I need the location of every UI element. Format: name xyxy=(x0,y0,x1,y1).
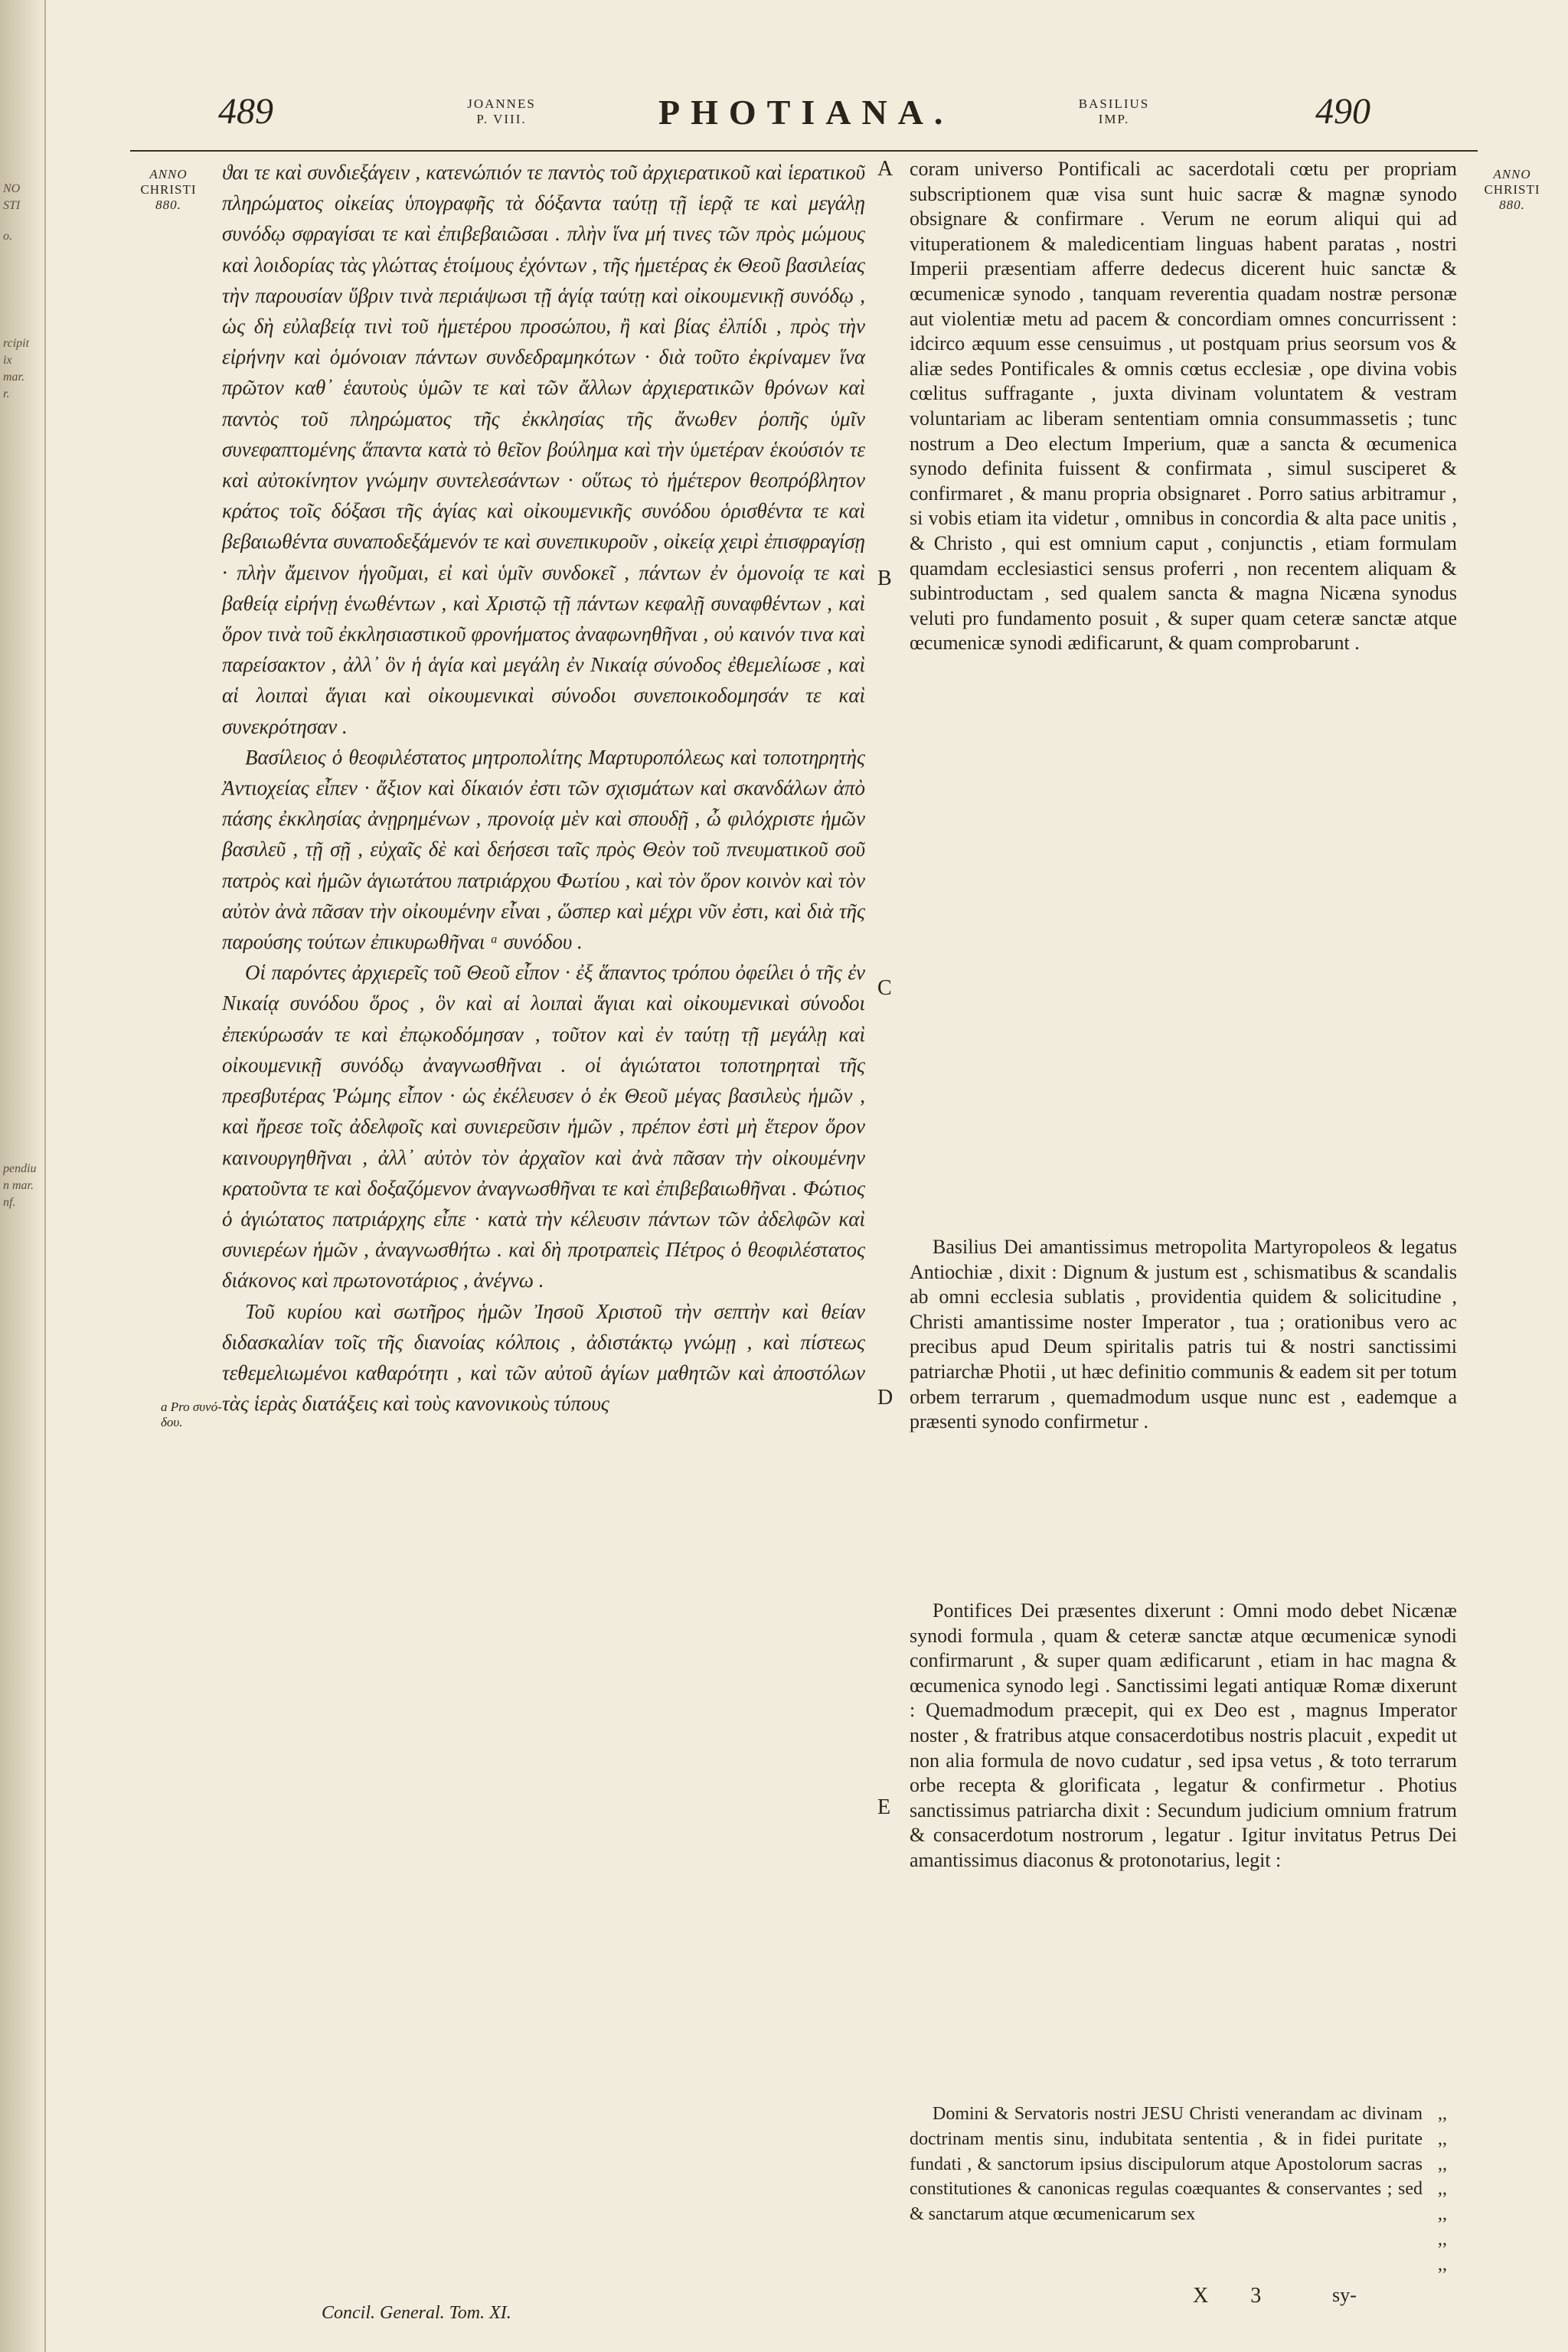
book-page xyxy=(54,0,1568,2352)
running-head-line: BASILIUS xyxy=(1078,96,1150,111)
year-note-left xyxy=(130,167,207,213)
greek-column xyxy=(222,157,865,1419)
greek-paragraph: Οἱ παρόντες ἀρχιερεῖς τοῦ Θεοῦ εἶπον · ἐξ ἅπαντος τρόπου ὀφείλει ὁ τῆς ἐν Νικαίᾳ συνόδου ὅρος , ὃν καὶ αἱ λοιπαὶ ἅγιαι καὶ οἰκουμενικαὶ σύνοδοι ἐπεκύρωσάν τε καὶ ἐπῳκοδόμησαν , τοῦτον καὶ ἐν ταύτῃ τῇ μεγάλῃ καὶ οἰκουμενικῇ συνόδῳ ἀναγνωσθῆναι . οἱ ἁγιώτατοι τοποτηρηταὶ τῆς πρεσβυτέρας Ῥώμης εἶπον · ὡς ἐκέλευσεν ὁ ἐκ Θεοῦ μέγας βασιλεὺς ἡμῶν , καὶ ἤρεσε τοῖς ἀδελφοῖς καὶ συνιερεῦσιν ἡμῶν , πρέπον ἐστὶ μὴ ἕτερον ὅρον καινουργηθῆναι , ἀλλ᾽ αὐτὸν τὸν ἀρχαῖον καὶ ἀνὰ πᾶσαν τὴν οἰκουμένην κρατοῦντα τε καὶ δοξαζόμενον ἀναγνωσθῆναι τε καὶ ἐπιβεβαιωθῆναι . Φώτιος ὁ ἁγιώτατος πατριάρχης εἶπε · κατὰ τὴν κέλευσιν πάντων τῶν ἀδελφῶν καὶ συνιερέων ἡμῶν , ἀναγνωσθήτω . καὶ δὴ προτραπεὶς Πέτρος ὁ θεοφιλέστατος διάκονος καὶ πρωτονοτάριος , ἀνέγνω . xyxy=(222,961,865,1292)
quote-mark: ,, xyxy=(1438,2179,1447,2200)
source-footer xyxy=(322,2303,511,2324)
year-note-line: CHRISTI xyxy=(140,182,197,197)
quote-mark: ,, xyxy=(1438,2128,1447,2149)
year-note-line: ANNO xyxy=(1493,167,1531,181)
section-letter: C xyxy=(877,976,892,1000)
running-head-line: P. VIII. xyxy=(476,112,527,126)
quote-mark: ,, xyxy=(1438,2204,1447,2225)
source-citation: Concil. General. Tom. XI. xyxy=(322,2303,511,2323)
gutter-note: ix xyxy=(3,354,12,367)
running-head-left xyxy=(436,96,567,127)
page-number-left: 489 xyxy=(218,91,273,132)
year-note-line: 880. xyxy=(1499,198,1525,212)
page-title: PHOTIANA. xyxy=(658,93,954,132)
catchword: sy- xyxy=(1332,2284,1357,2306)
year-note-right xyxy=(1470,167,1554,213)
running-head-line: IMP. xyxy=(1098,112,1130,126)
quote-mark: ,, xyxy=(1438,2104,1447,2124)
binding-gutter xyxy=(0,0,46,2352)
year-note-line: ANNO xyxy=(149,167,188,181)
signature-mark: X 3 xyxy=(1193,2284,1280,2308)
year-note-line: 880. xyxy=(155,198,181,212)
quotation-marks xyxy=(1438,2102,1461,2278)
greek-paragraph: ϑαι τε καὶ συνδιεξάγειν , κατενώπιόν τε παντὸς τοῦ ἀρχιερατικοῦ καὶ ἱερατικοῦ πληρώματος οἰκείας ὑπογραφῆς τὰ δόξαντα ταύτῃ τῇ ἱερᾷ τε καὶ μεγάλῃ συνόδῳ σφραγίσαι τε καὶ ἐπιβεβαιῶσαι . πλὴν ἵνα μή τινες τῶν πρὸς μώμους καὶ λοιδορίας τὰς γλώττας ἑτοίμους ἐχόντων , τῆς ἡμετέρας ἐκ Θεοῦ βασιλείας τὴν παρουσίαν ὕβριν τινὰ περιάψωσι τῇ ἁγίᾳ ταύτῃ καὶ οἰκουμενικῇ συνόδῳ , ὡς δὴ εὐλαβείᾳ τινὶ τοῦ ἡμετέρου προσώπου, ἢ καὶ βίας ἐλπίδι , πρὸς τὴν εἰρήνην καὶ ὁμόνοιαν πάντων συνδεδραμηκότων · διὰ τοῦτο ἐκρίναμεν ἵνα πρῶτον καθ᾽ ἑαυτοὺς ὑμῶν τε καὶ τῶν ἄλλων ἀρχιερατικῶν θρόνων καὶ παντὸς τοῦ πληρώματος τῆς ἐκκλησίας τῆς ἄνωθεν ῥοπῆς ὑμῖν συνεφαπτομένης ἅπαντα κατὰ τὸ θεῖον βούλημα καὶ τὴν ὑμετέραν ἑκούσιόν τε καὶ αὐτοκίνητον γνώμην συντελεσάντων · οὕτως τὸ ἡμέτερον θεοπρόβλητον κράτος τοῖς δόξασι τῆς ἁγίας καὶ οἰκουμενικῆς συνόδου ὁρισθέντα τε καὶ βεβαιωθέντα συναποδεξάμενόν τε καὶ συνεπικυροῦν , οἰκείᾳ χειρὶ ἐπισφραγίσῃ · πλὴν ἄμεινον ἡγοῦμαι, εἰ καὶ ὑμῖν συνδοκεῖ , πάντων ἐν ὁμονοίᾳ τε καὶ βαθείᾳ εἰρήνῃ ἑνωθέντων , καὶ Χριστῷ τῇ πάντων κεφαλῇ συναφθέντων , καὶ ὅρον τινὰ τοῦ ἐκκλησιαστικοῦ φρονήματος ἀναφωνηθῆναι , οὐ καινόν τινα καὶ παρείσακτον , ἀλλ᾽ ὃν ἡ ἁγία καὶ μεγάλη ἐν Νικαίᾳ σύνοδος ἐθεμελίωσε , καὶ αἱ λοιπαὶ ἅγιαι καὶ οἰκουμενικαὶ σύνοδοι συνεποικοδομησάν τε καὶ συνεκρότησαν . xyxy=(222,161,865,738)
running-head-right xyxy=(1049,96,1179,127)
section-letter: D xyxy=(877,1386,893,1410)
page-header xyxy=(54,90,1568,152)
gutter-note: n mar. xyxy=(3,1179,34,1192)
gutter-note: nf. xyxy=(3,1196,16,1209)
section-letter: E xyxy=(877,1795,891,1819)
gutter-note: STI xyxy=(3,199,21,212)
greek-paragraph: Βασίλειος ὁ θεοφιλέστατος μητροπολίτης Μαρτυροπόλεως καὶ τοποτηρητὴς Ἀντιοχείας εἶπεν · ἄξιον καὶ δίκαιόν ἐστι τῶν σχισμάτων καὶ σκανδάλων ἀπὸ πάσης ἐκκλησίας ἀνῃρημένων , προνοίᾳ μὲν καὶ σπουδῇ , ὦ φιλόχριστε ἡμῶν βασιλεῦ , τῇ σῇ , εὐχαῖς δὲ καὶ δεήσεσι ταῖς πρὸς Θεὸν τοῦ πνευματικοῦ σοῦ πατρὸς καὶ ἡμῶν ἁγιωτάτου πατριάρχου Φωτίου , καὶ τὸν ὅρον κοινὸν καὶ τὸν αὐτὸν ἀνὰ πᾶσαν τὴν οἰκουμένην εἶναι , ὥσπερ καὶ μέχρι νῦν ἐστι, καὶ διὰ τῆς παρούσης τούτων ἐπικυρωθῆναι ᵃ συνόδου . xyxy=(222,745,865,954)
section-letter: B xyxy=(877,567,892,590)
gutter-note: pendiu xyxy=(3,1162,37,1175)
latin-quotation: Domini & Servatoris nostri JESU Christi venerandam ac divinam doctrinam mentis sinu, indubitata sententia , & in fidei puritate fundati , & sanctorum ipsius discipulorum atque Apostolorum sacras constitutiones & canonicas regulas coæquantes & conservantes ; sed & sanctarum atque œcumenicarum sex xyxy=(910,2104,1423,2225)
running-head-line: JOANNES xyxy=(467,96,536,111)
section-letter: A xyxy=(877,157,893,181)
page-number-right: 490 xyxy=(1315,91,1370,132)
gutter-note: mar. xyxy=(3,371,25,384)
quote-mark: ,, xyxy=(1438,2154,1447,2174)
gutter-note: r. xyxy=(3,387,10,400)
gutter-note: o. xyxy=(3,230,12,243)
latin-paragraph: Pontifices Dei præsentes dixerunt : Omni modo debet Nicænæ synodi formula , quam & ceteræ sanctæ atque œcumenicæ synodi confirmarunt , & super quam ædificarunt , etiam in hac magna & œcumenica synodo legi . Sanctissimi legati antiquæ Romæ dixerunt : Quemadmodum præcepit, qui ex Deo est , magnus Imperator noster , & fratribus atque consacerdotibus nostris placuit , expedit ut non alia formula de novo cudatur , sed ipsa vetus , & toto terrarum orbe recepta & glorificata , legatur & confirmetur . Photius sanctissimus patriarcha dixit : Secundum judicium omnium fratrum & consacerdotum nostrorum , legatur . Igitur invitatus Petrus Dei amantissimus diaconus & protonotarius, legit : xyxy=(910,1599,1457,1871)
latin-paragraph: Basilius Dei amantissimus metropolita Martyropoleos & legatus Antiochiæ , dixit : Dignum & justum est , schismatibus & scandalis ab omni ecclesia sublatis , providentia quidem & solicitudine , Christi amantissime noster Imperator , tua ; orationibus vero ac precibus apud Deum spiritalis patris tui & nostri sanctissimi patriarchæ Photii , ut hæc definitio communis & eadem sit per totum orbem terrarum , quemadmodum usque nunc est , eademque a præsenti synodo confirmetur . xyxy=(910,1236,1457,1433)
year-note-line: CHRISTI xyxy=(1484,182,1540,197)
quote-mark: ,, xyxy=(1438,2254,1447,2275)
greek-margin-note: a Pro συνό-δου. xyxy=(161,1400,222,1429)
quote-mark: ,, xyxy=(1438,2229,1447,2249)
gutter-note: rcipit xyxy=(3,337,30,350)
header-rule xyxy=(130,150,1478,152)
gutter-note: NO xyxy=(3,182,21,195)
latin-paragraph: coram universo Pontificali ac sacerdotali cœtu per propriam subscriptionem quæ visa sunt huic sacræ & magnæ synodo obsignare & confirmare . Verum ne eorum aliqui qui ad vituperationem & maledicentiam linguas habent paratas , nostri Imperii præsentiam afferre dedecus dicerent huic sanctæ & œcumenicæ synodo , tanquam reverentia quadam nostræ personæ aut violentiæ metu ad pacem & concordiam omnes concurrissent : idcirco æquum esse censuimus , ut postquam prius seorsum vos & aliæ sedes Pontificales & omnis cœtus ecclesiæ , ope divina vobis cœlitus suffragante , juxta divinam voluntatem & vestram voluntariam ac liberam sententiam omnia consummassetis ; tunc nostrum a Deo electum Imperium, quæ a sancta & œcumenica synodo definita fuissent & confirmata , simul susciperet & confirmaret , & manu propria obsignaret . Porro satius arbitramur , si vobis etiam ita videtur , omnibus in concordia & alta pace unitis , & Christo , qui est omnium caput , conjunctis , etiam formulam quamdam ecclesiastici sensus proferri , non recentem aliquam & subintroductam , sed qualem sancta & magna Nicæna synodus veluti pro fundamento posuit , & super quam ceteræ sanctæ atque œcumenicæ synodi ædificarunt, & quam comprobarunt . xyxy=(910,158,1457,655)
greek-paragraph: Τοῦ κυρίου καὶ σωτῆρος ἡμῶν Ἰησοῦ Χριστοῦ τὴν σεπτὴν καὶ θείαν διδασκαλίαν τοῖς τῆς διανοίας κόλποις , ἀδιστάκτῳ γνώμῃ , καὶ πίστεως τεθεμελιωμένοι καθαρότητι , καὶ τῶν αὐτοῦ ἁγίων μαθητῶν καὶ ἀποστόλων τὰς ἱερὰς διατάξεις καὶ τοὺς κανονικοὺς τύπους xyxy=(222,1299,865,1416)
